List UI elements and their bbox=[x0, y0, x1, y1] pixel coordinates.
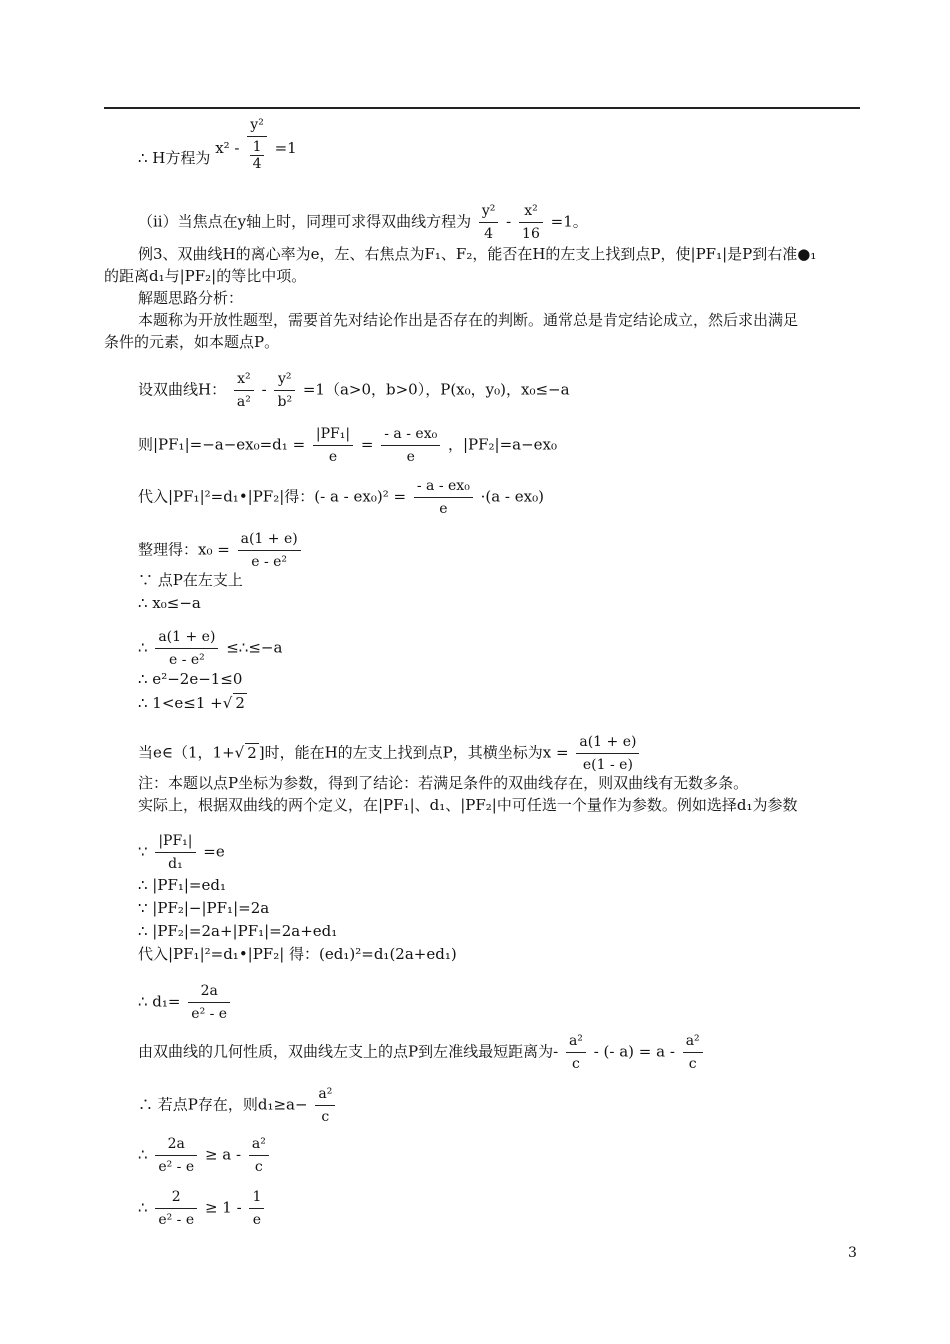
d1-solution-line: ∴ d₁= $\frac{2a}{\text{e² - e}}$ bbox=[138, 982, 233, 1023]
e-range-line: ∴ 1<e≤1 +√ 2 bbox=[138, 694, 245, 712]
parameter-line: 实际上，根据双曲线的两个定义，在|PF₁|、d₁、|PF₂|中可任选一个量作为参数。例如选择d₁为参数 bbox=[138, 796, 798, 814]
existence-line: ∴ 若点P存在，则d₁≥a− $\frac{\text{a²}}{c}$ bbox=[138, 1085, 338, 1126]
x0-bound-line: ∴ x₀≤−a bbox=[138, 594, 201, 612]
note-line: 注：本题以点P坐标为参数，得到了结论：若满足条件的双曲线存在，则双曲线有无数多条。 bbox=[138, 774, 749, 792]
pf1-expression-line: 则|PF₁|=−a−ex₀=d₁ = $\frac{\text{|PF₁|}}{e}$ = $\frac{\text{- a - ex₀}}{e}$ ，|PF₂|=a−ex₀ bbox=[138, 426, 558, 465]
quadratic-line: ∴ e²−2e−1≤0 bbox=[138, 670, 243, 688]
pf1-ed1-line: ∴ |PF₁|=ed₁ bbox=[138, 876, 226, 894]
hyperbola-setup-line: 设双曲线H： $\frac{\text{x²}}{\text{a²}}$ - $\frac{\text{y²}}{\text{b²}}$ =1（a>0，b>0），P(x₀，y₀)，x₀≤−a bbox=[138, 371, 570, 410]
page-number: 3 bbox=[848, 1245, 857, 1261]
example3-line1: 例3、双曲线H的离心率为e，左、右焦点为F₁、F₂，能否在H的左支上找到点P，使|PF₁|是P到右准●₁ bbox=[138, 245, 817, 263]
analysis-text-2: 条件的元素，如本题点P。 bbox=[104, 333, 280, 351]
substitute-line: 代入|PF₁|²=d₁•|PF₂|得：(- a - ex₀)² = $\frac{\text{- a - ex₀}}{e}$ ·(a - ex₀) bbox=[138, 478, 544, 517]
inequality-3-line: ∴ $\frac{2}{\text{e² - e}}$ ≥ 1 - $\frac{1}{e}$ bbox=[138, 1188, 267, 1229]
analysis-heading: 解题思路分析： bbox=[138, 289, 244, 307]
header-rule bbox=[104, 107, 860, 109]
analysis-text-1: 本题称为开放性题型，需要首先对结论作出是否存在的判断。通常总是肯定结论成立，然后求出满足 bbox=[138, 311, 799, 329]
conclusion-line: 当e∈（1，1+√ 2 ]时，能在H的左支上找到点P，其横坐标为x = $\frac{a(1 + e)}{e(1 - e)}$ bbox=[138, 733, 642, 774]
geometry-line: 由双曲线的几何性质，双曲线左支上的点P到左准线最短距离为- $\frac{\text{a²}}{c}$ - (- a) = a - $\frac{\text{a²}}{c}$ bbox=[138, 1032, 706, 1073]
h-equation-line: ∴ H方程为 x² - y² 1 4 =1 bbox=[138, 117, 297, 172]
pf2-line: ∴ |PF₂|=2a+|PF₁|=2a+ed₁ bbox=[138, 922, 338, 940]
inequality-line: ∴ $\frac{a(1 + e)}{\text{e - e²}}$ ≤∴≤−a bbox=[138, 629, 283, 668]
substitute-d1-line: 代入|PF₁|²=d₁•|PF₂| 得：(ed₁)²=d₁(2a+ed₁) bbox=[138, 945, 457, 963]
difference-line: ∵ |PF₂|−|PF₁|=2a bbox=[138, 899, 270, 917]
y-axis-case-line: （ii）当焦点在y轴上时，同理可求得双曲线方程为 $\frac{\text{y²}}{4}$ - $\frac{\text{x²}}{16}$ =1。 bbox=[138, 203, 588, 242]
left-branch-line: ∵ 点P在左支上 bbox=[138, 571, 243, 589]
inequality-2-line: ∴ $\frac{2a}{\text{e² - e}}$ ≥ a - $\frac{\text{a²}}{c}$ bbox=[138, 1135, 272, 1176]
example3-line2: 的距离d₁与|PF₂|的等比中项。 bbox=[104, 267, 307, 285]
ratio-line: ∵ $\frac{\text{|PF₁|}}{\text{d₁}}$ =e bbox=[138, 833, 225, 872]
simplify-line: 整理得：x₀ = $\frac{a(1 + e)}{\text{e - e²}}$ bbox=[138, 530, 304, 571]
